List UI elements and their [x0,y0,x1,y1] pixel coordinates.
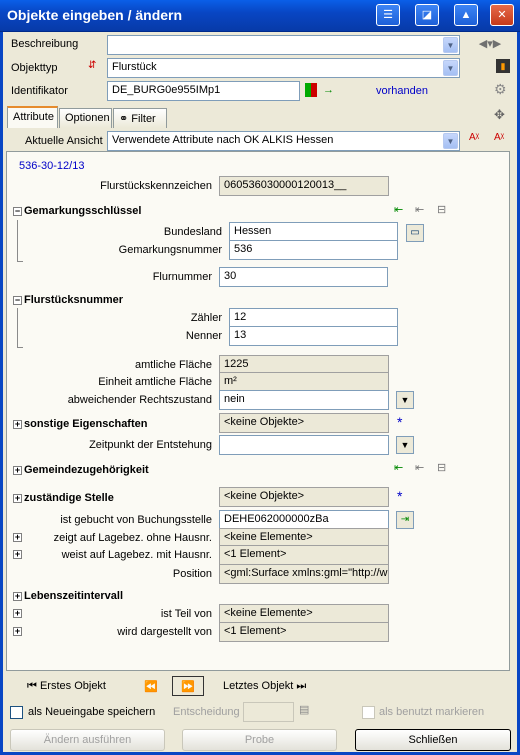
probe-button: Probe [182,729,337,751]
last-object-button[interactable] [219,677,310,697]
position-field: <gml:Surface xmlns:gml="http://w [219,564,389,584]
flurstueckskennzeichen-label: Flurstückskennzeichen [100,180,212,192]
status-text: vorhanden [376,85,428,97]
status-flag-icon [305,83,317,97]
bundesland-field[interactable]: Hessen [229,222,398,242]
top-align-icon[interactable]: ▲ [454,4,478,26]
insert-icon[interactable]: ⇤ [415,204,425,216]
dropdown-arrow-icon[interactable]: ▼ [396,436,414,454]
expand-icon[interactable]: + [14,419,21,429]
tab-optionen[interactable]: Optionen [59,108,112,128]
close-icon[interactable]: ✕ [490,4,514,26]
dargestellt-field: <1 Element> [219,622,389,642]
entscheidung-field [243,702,294,722]
chevron-down-icon[interactable]: ▼ [443,37,458,53]
expand-icon[interactable]: + [14,591,21,601]
lookup-icon[interactable]: ▭ [406,224,424,242]
stelle-field: <keine Objekte> [219,487,389,507]
aendern-button: Ändern ausführen [10,729,165,751]
filter-icon: ⚭ [119,113,129,125]
gemarkungsnummer-field[interactable]: 536 [229,240,398,260]
chevron-down-icon[interactable]: ▼ [443,60,458,76]
expand-icon[interactable]: + [14,493,21,503]
ohne-hausnr-label: zeigt auf Lagebez. ohne Hausnr. [53,532,212,544]
mit-hausnr-field: <1 Element> [219,545,389,565]
flurnummer-label: Flurnummer [152,271,212,283]
rechtszustand-label: abweichender Rechtszustand [67,394,212,406]
sort-arrows-icon: ⇵ [88,60,97,71]
gemarkung-title: Gemarkungsschlüssel [24,205,142,217]
expand-icon[interactable]: + [14,626,21,636]
nenner-label: Nenner [185,330,222,342]
identifikator-label: Identifikator [11,85,68,97]
calendar-icon: ▤ [299,704,310,716]
title-bar [0,0,520,32]
chevron-down-icon[interactable]: ▼ [443,133,458,149]
flurstueckskennzeichen-field: 060536030000120013__ [219,176,389,196]
benutzt-checkbox [362,706,375,719]
flurnummer-field[interactable]: 30 [219,267,388,287]
expand-icon[interactable]: + [14,532,21,542]
dropdown-arrow-icon[interactable]: ▼ [396,391,414,409]
ansicht-select[interactable] [107,131,460,151]
edit-view-icon[interactable]: Aᵡ [469,132,480,143]
beschreibung-select[interactable] [107,35,460,55]
dargestellt-label: wird dargestellt von [117,626,212,638]
arrow-right-icon: → [323,84,334,96]
amtliche-flaeche-label: amtliche Fläche [134,359,212,371]
tree-line [17,308,23,348]
tab-attribute[interactable]: Attribute [7,106,58,128]
objekttyp-value: Flurstück [112,61,157,73]
stelle-title: zuständige Stelle [24,492,114,504]
schliessen-button[interactable]: Schließen [355,729,511,751]
fast-forward-icon: ⏩ [181,681,195,693]
sonstige-title: sonstige Eigenschaften [24,418,148,430]
ansicht-value: Verwendete Attribute nach OK ALKIS Hessen [112,134,334,146]
window-title: Objekte eingeben / ändern [7,7,183,23]
teil-von-label: ist Teil von [160,608,212,620]
history-nav-icon[interactable]: ◀▾▶ [478,38,502,50]
add-icon[interactable]: ⇤ [394,204,404,216]
previous-button[interactable] [140,677,162,697]
remove-icon[interactable]: ⊟ [437,462,447,474]
object-id: 536-30-12/13 [19,160,85,172]
zeitpunkt-field[interactable] [219,435,389,455]
collapse-icon[interactable]: − [14,295,21,305]
crosshair-icon[interactable]: ✥ [494,107,505,122]
gebucht-label: ist gebucht von Buchungsstelle [60,514,212,526]
zaehler-label: Zähler [190,312,222,324]
benutzt-label: als benutzt markieren [379,706,485,718]
gear-icon[interactable]: ⚙ [494,81,507,97]
objekttyp-label: Objekttyp [11,62,58,74]
ohne-hausnr-field: <keine Elemente> [219,528,389,548]
objekttyp-select[interactable] [107,58,460,78]
first-object-label: Erstes Objekt [39,680,106,692]
zeitpunkt-label: Zeitpunkt der Entstehung [89,439,212,451]
position-label: Position [172,568,212,580]
neueingabe-checkbox[interactable] [10,706,23,719]
delete-view-icon[interactable]: Aᵡ [494,132,505,143]
expand-icon[interactable]: + [14,465,21,475]
einheit-field: m² [219,372,389,392]
gebucht-field[interactable]: DEHE062000000zBa [219,510,389,530]
first-object-button[interactable] [23,677,110,697]
rewind-icon: ⏪ [144,681,158,693]
collapse-icon[interactable]: − [14,206,21,216]
gemeinde-title: Gemeindezugehörigkeit [24,464,149,476]
mit-hausnr-label: weist auf Lagebez. mit Hausnr. [61,549,212,561]
identifikator-field[interactable]: DE_BURG0e955IMp1 [107,81,300,101]
form-view-icon[interactable]: ◪ [415,4,439,26]
first-icon: ⏮ [27,680,37,692]
book-icon[interactable]: ▮ [496,59,510,73]
asterisk-icon[interactable]: * [397,414,403,430]
insert-icon[interactable]: ⇤ [415,462,425,474]
bundesland-label: Bundesland [163,226,222,238]
next-button[interactable] [172,676,204,696]
entscheidung-label: Entscheidung [173,706,240,718]
zaehler-field[interactable]: 12 [229,308,398,328]
ansicht-label: Aktuelle Ansicht [25,135,103,147]
last-object-label: Letztes Objekt [223,680,294,692]
sonstige-field: <keine Objekte> [219,413,389,433]
lebenszeit-title: Lebenszeitintervall [24,590,124,602]
beschreibung-label: Beschreibung [11,38,79,50]
amtliche-flaeche-field: 1225 [219,355,389,375]
nenner-field[interactable]: 13 [229,326,398,346]
rechtszustand-field[interactable]: nein [219,390,389,410]
teil-von-field: <keine Elemente> [219,604,389,624]
add-icon[interactable]: ⇤ [394,462,404,474]
neueingabe-label: als Neueingabe speichern [28,706,156,718]
expand-icon[interactable]: + [14,608,21,618]
tab-filter[interactable] [113,108,167,128]
goto-icon[interactable]: ⇥ [396,511,414,529]
remove-icon[interactable]: ⊟ [437,204,447,216]
asterisk-icon[interactable]: * [397,488,403,504]
expand-icon[interactable]: + [14,549,21,559]
einheit-label: Einheit amtliche Fläche [98,376,212,388]
flurstuecksnummer-title: Flurstücksnummer [24,294,124,306]
tree-line [17,220,23,262]
tab-filter-label: Filter [131,113,156,125]
gemarkungsnummer-label: Gemarkungsnummer [118,244,222,256]
last-icon: ⏭ [296,680,307,692]
list-view-icon[interactable]: ☰ [376,4,400,26]
